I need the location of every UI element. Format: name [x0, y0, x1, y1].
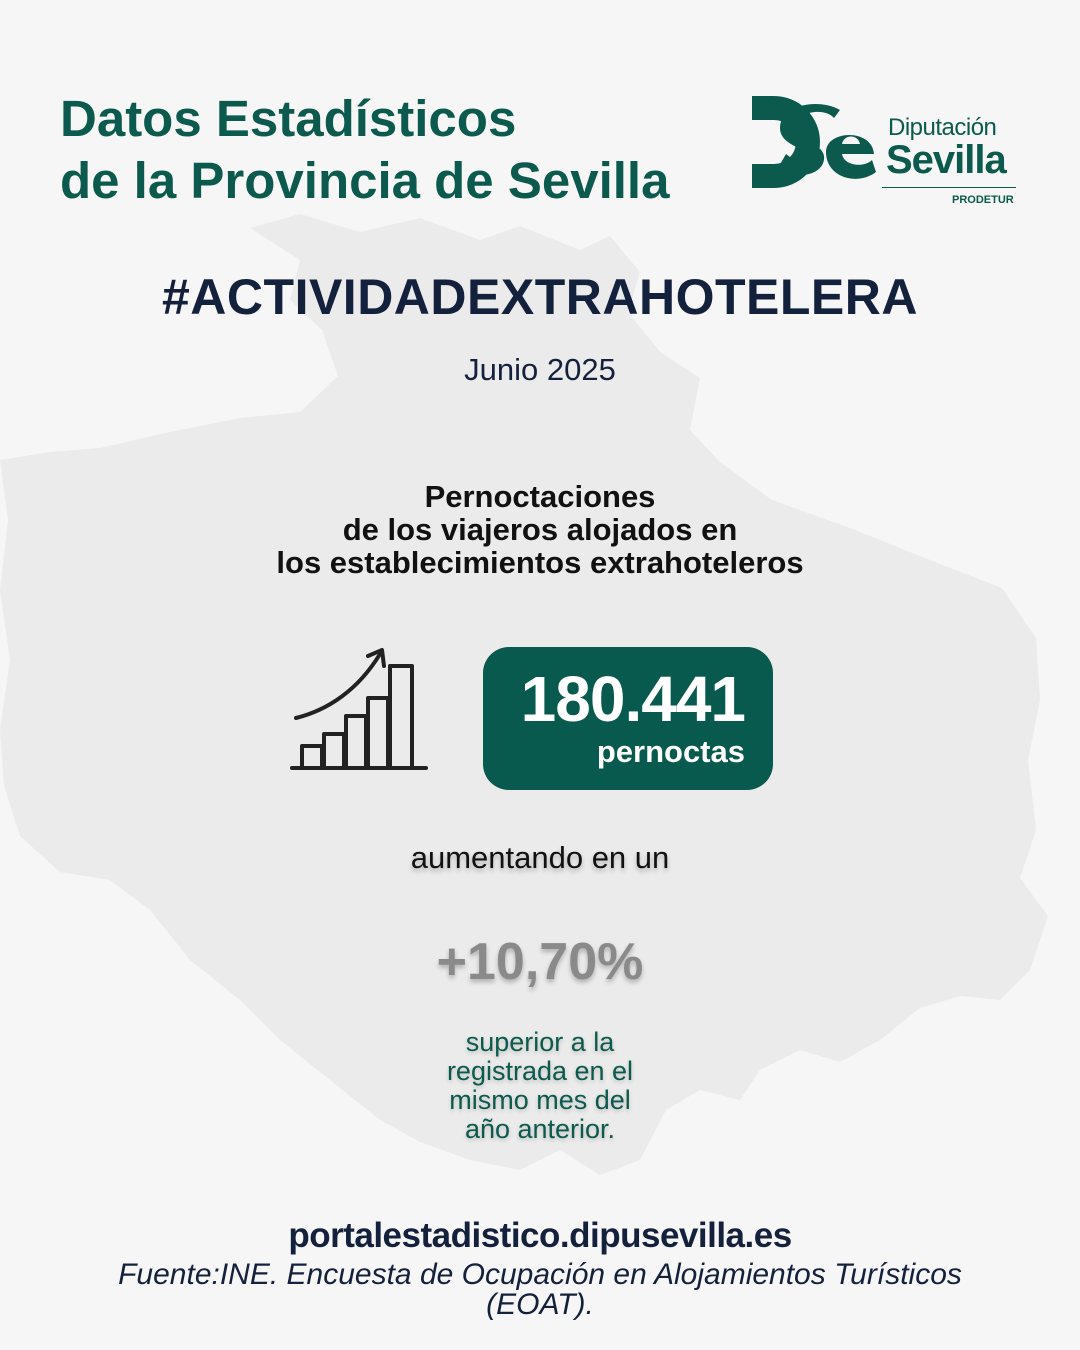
dse-logo-mark-icon — [748, 92, 878, 192]
note-line-2: registrada en el — [446, 1056, 634, 1086]
source-citation: Fuente:INE. Encuesta de Ocupación en Alojamientos Turísticos (EOAT). — [118, 1258, 962, 1321]
comparison-note — [390, 1028, 690, 1144]
pernoctas-value: 180.441 — [520, 663, 745, 735]
growth-bar-chart-icon — [288, 644, 432, 774]
pernoctas-stat-card — [483, 647, 773, 790]
page-title — [60, 88, 669, 212]
increase-percent: +10,70% — [436, 933, 644, 991]
period-label: Junio 2025 — [464, 352, 616, 387]
title-line-2: de la Provincia de Sevilla — [60, 152, 670, 209]
note-line-4: año anterior. — [464, 1114, 616, 1144]
note-line-1: superior a la — [465, 1027, 615, 1057]
metric-title-line-3: los establecimientos extrahoteleros — [276, 545, 804, 580]
logo-line-3: PRODETUR — [952, 194, 1014, 206]
title-line-1: Datos Estadísticos — [60, 90, 517, 147]
metric-title-line-2: de los viajeros alojados en — [342, 512, 738, 547]
diputacion-sevilla-logo — [748, 92, 1023, 212]
logo-line-1: Diputación — [888, 114, 997, 141]
pernoctas-unit: pernoctas — [596, 734, 745, 769]
increase-lead-text: aumentando en un — [410, 840, 670, 875]
hashtag-heading: #ACTIVIDADEXTRAHOTELERA — [162, 269, 918, 325]
logo-divider — [882, 187, 1016, 188]
note-line-3: mismo mes del — [449, 1085, 631, 1115]
metric-title — [0, 480, 1080, 579]
portal-link[interactable]: portalestadistico.dipusevilla.es — [288, 1216, 792, 1255]
logo-line-2: Sevilla — [886, 138, 1006, 182]
metric-title-line-1: Pernoctaciones — [424, 479, 656, 514]
